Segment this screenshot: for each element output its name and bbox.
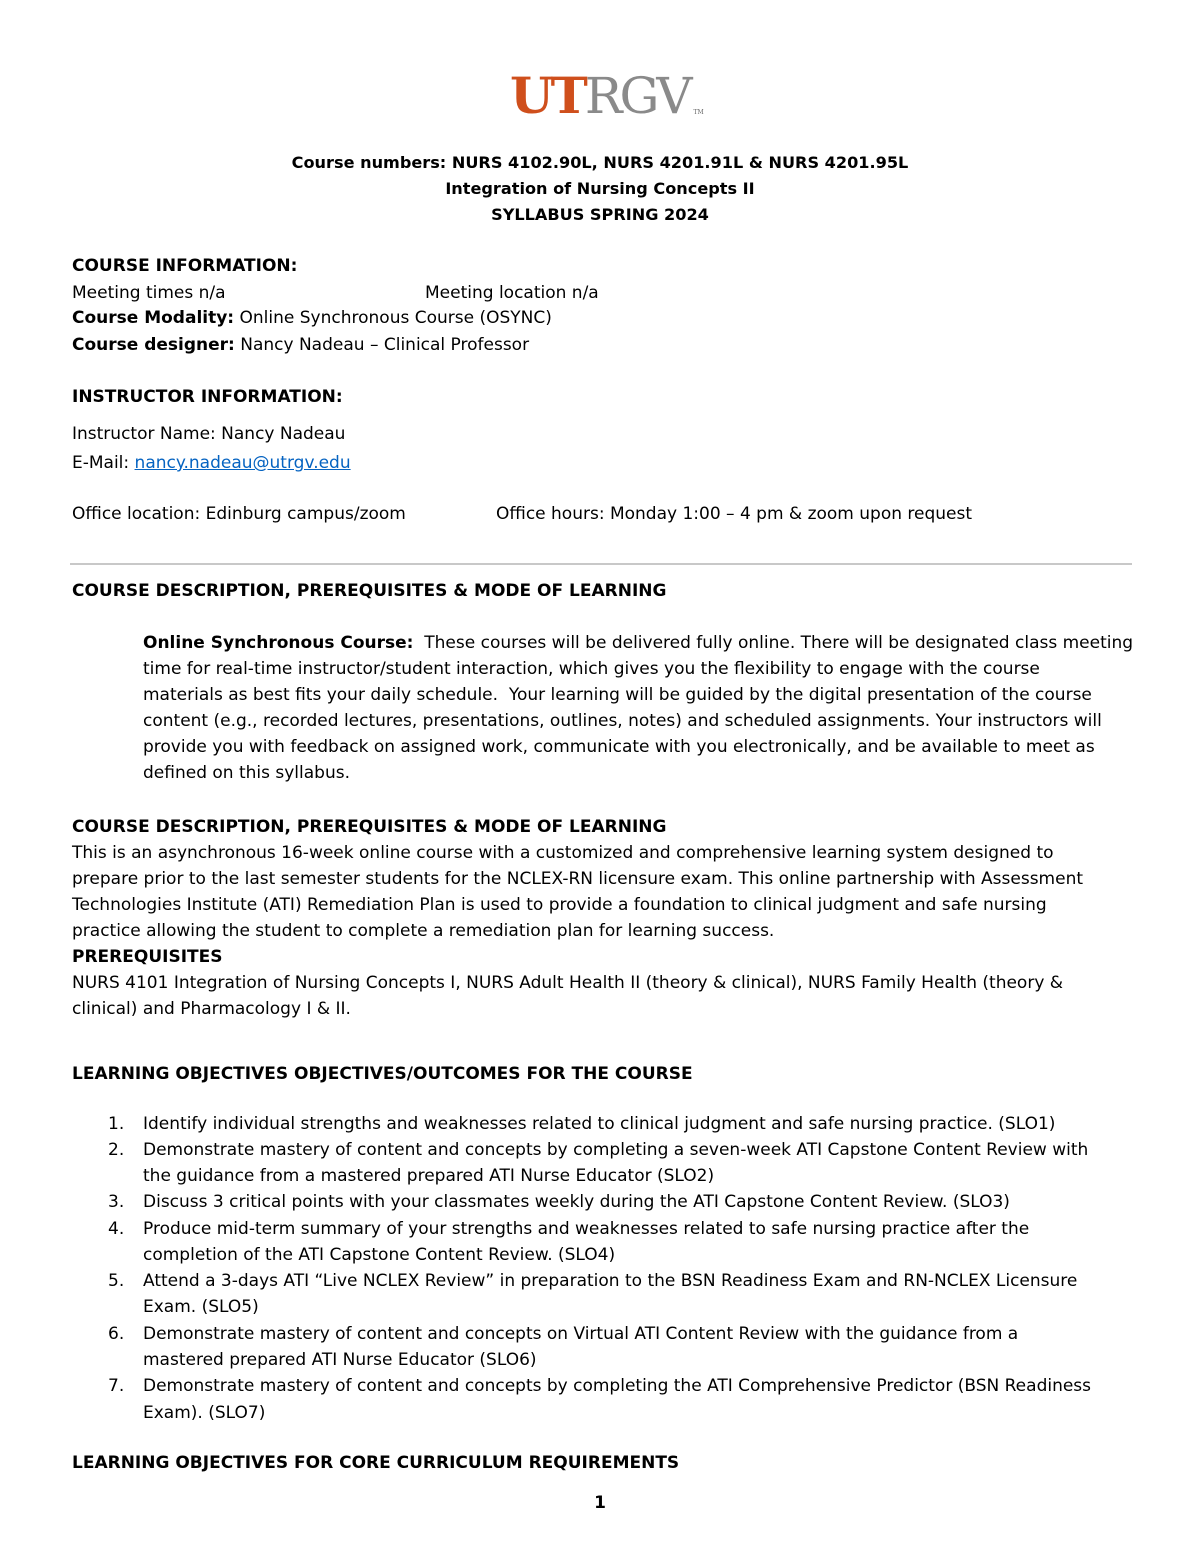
list-item: Demonstrate mastery of content and concepts on Virtual ATI Content Review with the guidance from a	[143, 1324, 1019, 1344]
syllabus-term: SYLLABUS SPRING 2024	[491, 205, 709, 224]
description-heading: COURSE DESCRIPTION, PREREQUISITES & MODE OF LEARNING	[72, 581, 667, 601]
list-item-number: 2.	[108, 1140, 125, 1160]
logo-trademark: TM	[693, 109, 704, 116]
instructor-email	[72, 450, 351, 476]
designer-value: Nancy Nadeau – Clinical Professor	[234, 335, 530, 355]
core-curriculum-heading: LEARNING OBJECTIVES FOR CORE CURRICULUM REQUIREMENTS	[72, 1453, 680, 1473]
osync-label: Online Synchronous Course:	[143, 633, 414, 653]
list-item: Produce mid-term summary of your strengths and weaknesses related to safe nursing practice after the	[143, 1219, 1030, 1239]
list-item-number: 5.	[108, 1271, 125, 1291]
list-item-number: 3.	[108, 1192, 125, 1212]
course-title: Integration of Nursing Concepts II	[445, 179, 755, 198]
prereq-line-2: clinical) and Pharmacology I & II.	[72, 999, 351, 1019]
osync-line-2: time for real-time instructor/student interaction, which gives you the flexibility to engage with the course	[143, 659, 1040, 679]
meeting-times: Meeting times n/a	[72, 283, 226, 303]
list-item-number: 7.	[108, 1376, 125, 1396]
meeting-location: Meeting location n/a	[425, 283, 599, 303]
logo-rgv: RGV	[584, 67, 690, 125]
utrgv-logo	[510, 66, 704, 125]
page-number: 1	[594, 1493, 606, 1513]
course-info-heading: COURSE INFORMATION:	[72, 256, 298, 276]
list-item-continued: Exam. (SLO5)	[143, 1297, 259, 1317]
list-item-number: 4.	[108, 1219, 125, 1239]
modality-value: Online Synchronous Course (OSYNC)	[234, 308, 552, 328]
list-item: Demonstrate mastery of content and concepts by completing a seven-week ATI Capstone Content Review with	[143, 1140, 1089, 1160]
modality-label: Course Modality:	[72, 308, 235, 328]
prereq-line-1: NURS 4101 Integration of Nursing Concepts I, NURS Adult Health II (theory & clinical), NURS Family Health (theory &	[72, 973, 1064, 993]
email-label: E-Mail:	[72, 453, 135, 473]
instructor-name: Instructor Name: Nancy Nadeau	[72, 424, 346, 444]
email-link[interactable]: nancy.nadeau@utrgv.edu	[134, 453, 351, 473]
description-line-1: This is an asynchronous 16-week online course with a customized and comprehensive learning system designed to	[72, 843, 1054, 863]
list-item-continued: mastered prepared ATI Nurse Educator (SLO6)	[143, 1350, 537, 1370]
course-numbers: Course numbers: NURS 4102.90L, NURS 4201.91L & NURS 4201.95L	[291, 153, 909, 172]
section-divider	[70, 563, 1132, 565]
logo-ut: UT	[510, 66, 585, 125]
description-line-4: practice allowing the student to complete a remediation plan for learning success.	[72, 921, 775, 941]
list-item: Attend a 3-days ATI “Live NCLEX Review” in preparation to the BSN Readiness Exam and RN-NCLEX Licensure	[143, 1271, 1078, 1291]
list-item-continued: completion of the ATI Capstone Content Review. (SLO4)	[143, 1245, 616, 1265]
course-description-paragraph	[72, 840, 1083, 1022]
osync-line-1	[143, 630, 1133, 656]
description-line-3: Technologies Institute (ATI) Remediation Plan is used to provide a foundation to clinical judgment and safe nursing	[72, 895, 1047, 915]
objectives-heading: LEARNING OBJECTIVES OBJECTIVES/OUTCOMES FOR THE COURSE	[72, 1064, 693, 1084]
list-item-number: 6.	[108, 1324, 125, 1344]
office-location: Office location: Edinburg campus/zoom	[72, 504, 406, 524]
list-item-continued: Exam). (SLO7)	[143, 1403, 266, 1423]
office-hours: Office hours: Monday 1:00 – 4 pm & zoom upon request	[496, 504, 973, 524]
course-designer	[72, 332, 529, 358]
osync-line-5: provide you with feedback on assigned work, communicate with you electronically, and be available to meet as	[143, 737, 1095, 757]
description-heading-2: COURSE DESCRIPTION, PREREQUISITES & MODE OF LEARNING	[72, 817, 667, 837]
osync-line-4: content (e.g., recorded lectures, presentations, outlines, notes) and scheduled assignments. Your instructors will	[143, 711, 1102, 731]
list-item-number: 1.	[108, 1114, 125, 1134]
osync-text-1: These courses will be delivered fully online. There will be designated class meeting	[413, 633, 1134, 653]
instructor-info-heading: INSTRUCTOR INFORMATION:	[72, 387, 343, 407]
prerequisites-heading: PREREQUISITES	[72, 947, 223, 967]
osync-paragraph	[143, 630, 1133, 786]
list-item: Demonstrate mastery of content and concepts by completing the ATI Comprehensive Predictor (BSN Readiness	[143, 1376, 1092, 1396]
osync-line-6: defined on this syllabus.	[143, 763, 350, 783]
description-line-2: prepare prior to the last semester students for the NCLEX-RN licensure exam. This online partnership with Assessment	[72, 869, 1084, 889]
list-item: Discuss 3 critical points with your classmates weekly during the ATI Capstone Content Review. (SLO3)	[143, 1192, 1010, 1212]
list-item: Identify individual strengths and weaknesses related to clinical judgment and safe nursing practice. (SLO1)	[143, 1114, 1056, 1134]
osync-line-3: materials as best fits your daily schedule. Your learning will be guided by the digital presentation of the course	[143, 685, 1092, 705]
course-modality	[72, 305, 552, 331]
designer-label: Course designer:	[72, 335, 235, 355]
list-item-continued: the guidance from a mastered prepared ATI Nurse Educator (SLO2)	[143, 1166, 715, 1186]
